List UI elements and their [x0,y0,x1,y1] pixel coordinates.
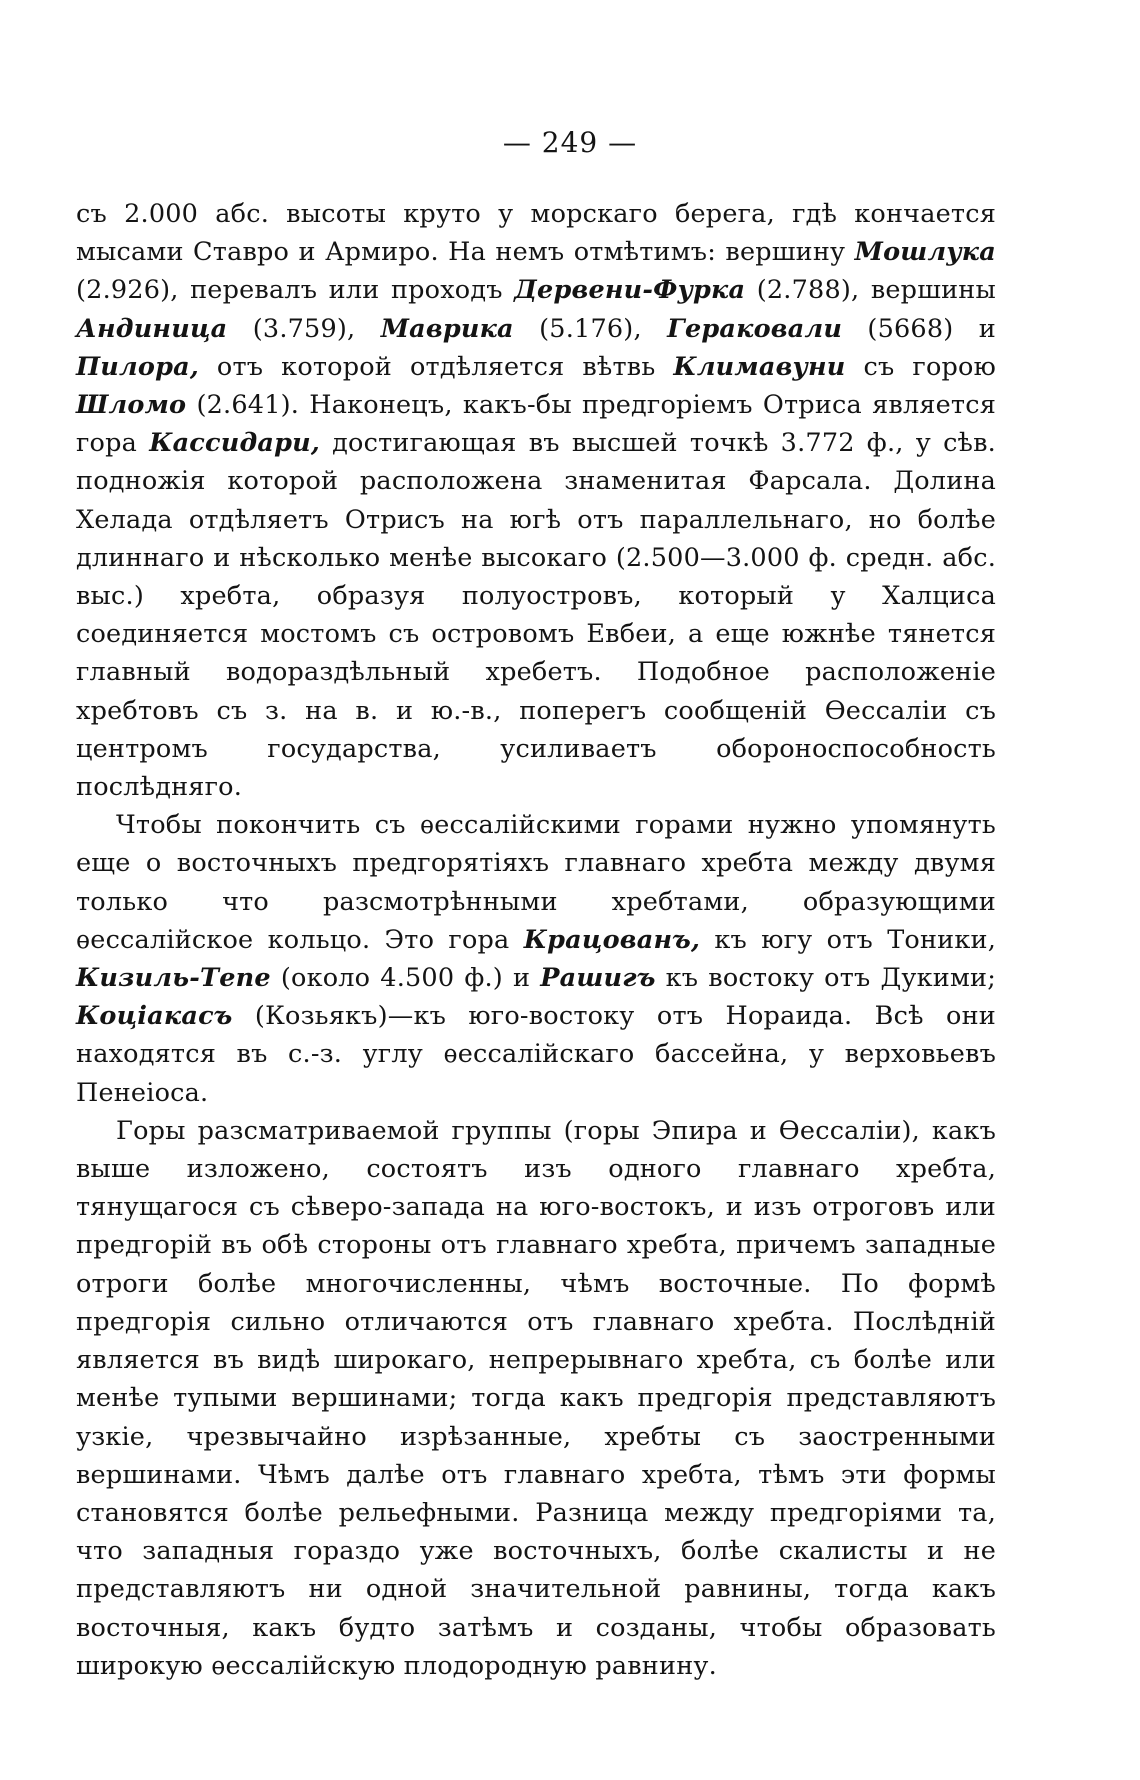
text-run: Чтобы покончить съ ѳессалійскими горами нужно упомянуть еще о восточныхъ предгорятіяхъ главнаго хребта между двумя только что разсмотрѣнными хребтами, образующими ѳессалійское кольцо. Это гора [76,810,996,955]
place-name: Мошлука [854,237,996,268]
text-run: (Козьякъ)—къ юго-востоку отъ Нораида. Всѣ они находятся въ с.-з. углу ѳессалійскаго бассейна, у верховьевъ Пенеіоса. [76,1001,996,1108]
text-run: (5.176), [513,313,668,344]
place-name: Крацованъ, [523,924,701,955]
place-name: Климавуни [673,351,846,382]
text-run: къ востоку отъ Дукими; [655,963,996,994]
place-name: Рашигъ [540,963,656,994]
text-run: (2.641). Наконецъ, какъ-бы предгоріемъ Отриса является гора [76,390,996,459]
place-name: Кизиль-Тепе [76,963,271,994]
place-name: Шломо [76,390,187,421]
place-name: Гераковали [667,313,843,344]
place-name: Кассидари, [149,428,321,459]
text-run: съ горою [845,351,996,382]
text-run: достигающая въ высшей точкѣ 3.772 ф., у сѣв. подножія которой расположена знаменитая Фарсала. Долина Хелада отдѣляетъ Отрисъ на югѣ отъ параллельнаго, но болѣе длиннаго и нѣсколько менѣе высокаго (2.500—3.000 ф. средн. абс. выс.) хребта, образуя полуостровъ, который у Халциса соединяется мостомъ съ островомъ Евбеи, а еще южнѣе тянется главный водораздѣльный хребетъ. Подобное расположеніе хребтовъ съ з. на в. и ю.-в., поперегъ сообщеній Ѳессаліи съ центромъ государства, усиливаетъ обороноспособность послѣдняго. [76,428,996,803]
page-number: — 249 — [502,126,638,159]
text-run: къ югу отъ Тоники, [700,924,996,955]
place-name: Коціакасъ [76,1001,233,1032]
paragraph-1 [76,195,996,806]
text-run: Горы разсматриваемой группы (горы Эпира и Ѳессаліи), какъ выше изложено, состоятъ изъ одного главнаго хребта, тянущагося съ сѣверо-запада на юго-востокъ, и изъ отроговъ или предгорій въ обѣ стороны отъ главнаго хребта, причемъ западные отроги болѣе многочисленны, чѣмъ восточные. По формѣ предгорія сильно отличаются отъ главнаго хребта. Послѣдній является въ видѣ широкаго, непрерывнаго хребта, съ болѣе или менѣе тупыми вершинами; тогда какъ предгорія представляютъ узкіе, чрезвычайно изрѣзанные, хребты съ заостренными вершинами. Чѣмъ далѣе отъ главнаго хребта, тѣмъ эти формы становятся болѣе рельефными. Разница между предгоріями та, что западныя гораздо уже восточныхъ, болѣе скалисты и не представляютъ ни одной значительной равнины, тогда какъ восточныя, какъ будто затѣмъ и созданы, чтобы образовать широкую ѳессалійскую плодородную равнину. [76,1115,996,1681]
paragraph-2 [76,806,996,1112]
place-name: Андиница [76,313,228,344]
place-name: Дервени-Фурка [514,275,746,306]
text-run: (5668) и [842,313,996,344]
paragraph-3 [76,1112,996,1685]
text-run: отъ которой отдѣляется вѣтвь [198,351,674,382]
body-text [76,195,996,1685]
place-name: Маврика [380,313,514,344]
text-run: съ 2.000 абс. высоты круто у морскаго берега, гдѣ кончается мысами Ставро и Армиро. На немъ отмѣтимъ: вершину [76,199,996,268]
text-run: (около 4.500 ф.) и [270,963,541,994]
text-run: (3.759), [227,313,381,344]
text-run: (2.788), вершины [745,275,996,306]
place-name: Пилора, [76,351,199,382]
text-run: (2.926), перевалъ или проходъ [76,275,515,306]
